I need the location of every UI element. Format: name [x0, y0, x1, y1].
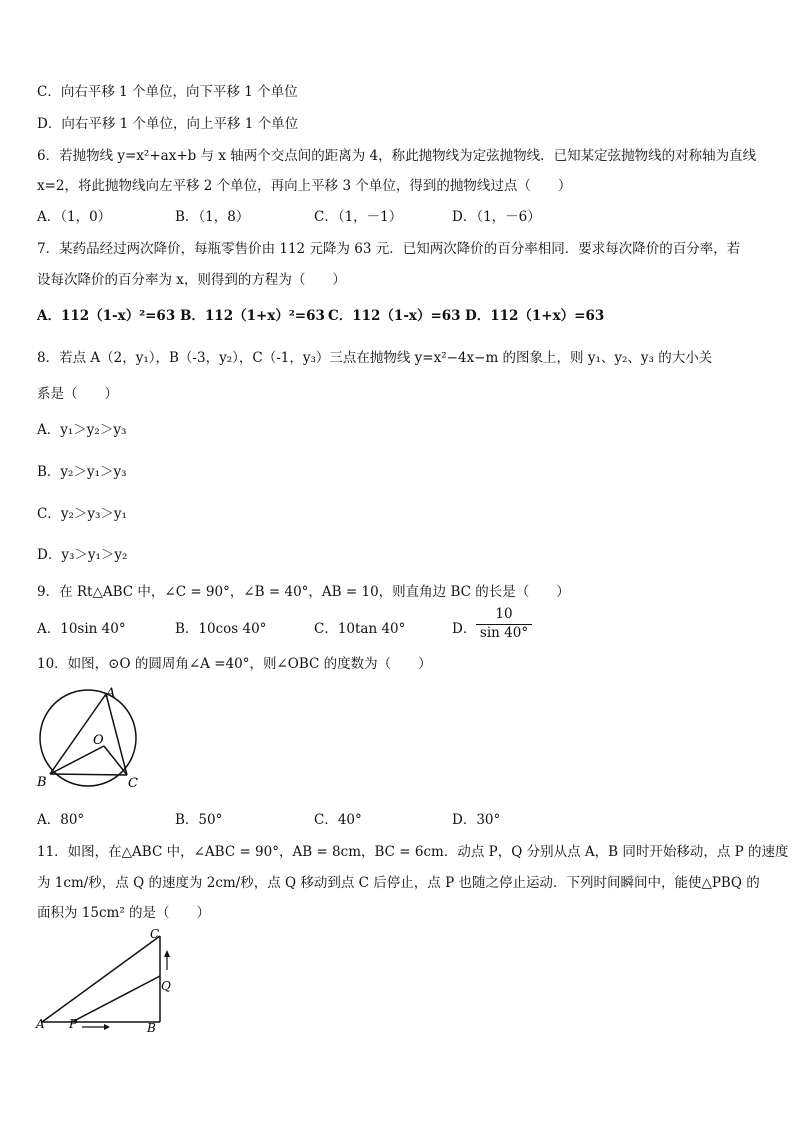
q7-option-c: C．112（1-x）=63	[328, 308, 461, 324]
q7-stem-line2: 设每次降价的百分率为 x，则得到的方程为（ ）	[37, 272, 346, 288]
q7-option-b: B．112（1+x）²=63	[180, 308, 325, 324]
q8-option-d: D．y₃＞y₁＞y₂	[37, 547, 128, 563]
fig11-label-q: Q	[161, 979, 171, 993]
q8-option-c: C．y₂＞y₃＞y₁	[37, 506, 127, 522]
q6-option-b: B．（1，8）	[175, 209, 250, 225]
fig10-label-c: C	[128, 776, 138, 791]
q8-option-a: A．y₁＞y₂＞y₃	[37, 422, 127, 438]
q7-option-a: A．112（1-x）²=63	[37, 308, 176, 324]
q6-option-a: A．（1，0）	[37, 209, 112, 225]
q9-option-a: A．10sin 40°	[37, 621, 126, 637]
q7-stem-line1: 7．某药品经过两次降价，每瓶零售价由 112 元降为 63 元．已知两次降价的百分率相同．要求每次降价的百分率，若	[37, 241, 741, 257]
fig10-label-b: B	[37, 775, 47, 790]
q11-stem-line2: 为 1cm/秒，点 Q 的速度为 2cm/秒，点 Q 移动到点 C 后停止，点 P 也随之停止运动．下列时间瞬间中，能使△PBQ 的	[37, 875, 760, 891]
q6-option-c: C．（1，－1）	[314, 209, 403, 225]
fraction-numerator: 10	[495, 606, 513, 622]
fig11-label-c: C	[150, 927, 160, 941]
fig11-label-a: A	[36, 1017, 45, 1031]
q6-option-d: D．（1，－6）	[452, 209, 541, 225]
q6-stem-line2: x=2，将此抛物线向左平移 2 个单位，再向上平移 3 个单位，得到的抛物线过点（ ）	[37, 178, 572, 194]
fig10-label-a: A	[106, 686, 116, 701]
q9-option-d-fraction	[476, 606, 532, 642]
q11-stem-line3: 面积为 15cm² 的是（ ）	[37, 905, 211, 921]
q10-option-b: B．50°	[175, 812, 223, 828]
q10-option-c: C．40°	[314, 812, 362, 828]
fig11-label-p: P	[69, 1017, 78, 1031]
q10-stem: 10．如图，⊙O 的圆周角∠A =40°，则∠OBC 的度数为（ ）	[37, 656, 432, 672]
q7-option-d: D．112（1+x）=63	[465, 308, 605, 324]
q10-option-a: A．80°	[37, 812, 85, 828]
fraction-denominator: sin 40°	[476, 624, 532, 642]
q10-circle-figure	[32, 684, 148, 794]
q8-stem-line2: 系是（ ）	[37, 386, 118, 402]
q11-stem-line1: 11．如图，在△ABC 中，∠ABC = 90°，AB = 8cm，BC = 6cm．动点 P，Q 分别从点 A，B 同时开始移动，点 P 的速度	[37, 844, 789, 860]
q9-option-c: C．10tan 40°	[314, 621, 406, 637]
q5-option-c: C．向右平移 1 个单位，向下平移 1 个单位	[37, 84, 298, 100]
q8-option-b: B．y₂＞y₁＞y₃	[37, 464, 127, 480]
q11-triangle-figure	[34, 924, 176, 1034]
fig10-label-o: O	[93, 733, 104, 748]
q10-option-d: D．30°	[452, 812, 501, 828]
q9-stem: 9．在 Rt△ABC 中，∠C = 90°，∠B = 40°，AB = 10，则直角边 BC 的长是（ ）	[37, 584, 570, 600]
q9-option-b: B．10cos 40°	[175, 621, 267, 637]
fig11-label-b: B	[147, 1021, 156, 1034]
q8-stem-line1: 8．若点 A（2，y₁），B（-3，y₂），C（-1，y₃）三点在抛物线 y=x²−4x−m 的图象上，则 y₁、y₂、y₃ 的大小关	[37, 350, 713, 366]
q9-option-d: D．	[452, 621, 477, 637]
q6-stem-line1: 6．若抛物线 y=x²+ax+b 与 x 轴两个交点间的距离为 4，称此抛物线为定弦抛物线．已知某定弦抛物线的对称轴为直线	[37, 148, 757, 164]
q5-option-d: D．向右平移 1 个单位，向上平移 1 个单位	[37, 116, 299, 132]
